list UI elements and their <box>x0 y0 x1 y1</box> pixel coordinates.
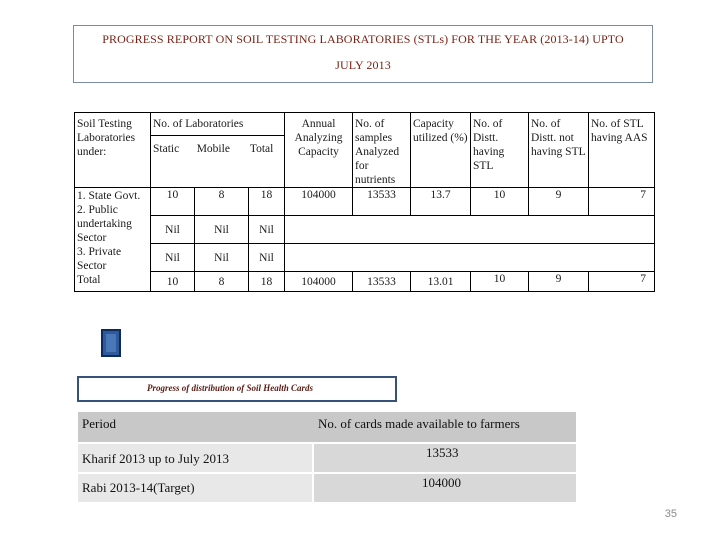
cell-state-distt-having: 10 <box>471 188 529 216</box>
subtitle-box <box>77 376 397 402</box>
cards-value-kharif: 13533 <box>426 445 459 460</box>
cards-row-value <box>314 474 576 502</box>
cards-value-rabi: 104000 <box>422 475 461 490</box>
header-total: Total <box>249 143 274 155</box>
cards-row-period <box>78 474 312 502</box>
header-distt-having: No. of Distt. having STL <box>471 113 529 188</box>
row-label-state: 1. State Govt. <box>77 190 141 202</box>
row-labels-cell <box>75 188 151 292</box>
cell-state-distt-not-having: 9 <box>529 188 589 216</box>
row-label-public: 2. Public undertaking Sector <box>77 204 132 244</box>
cell-state-utilized: 13.7 <box>411 188 471 216</box>
cell-total-capacity: 104000 <box>285 272 353 292</box>
header-labs-group <box>151 113 285 188</box>
cell-state-capacity: 104000 <box>285 188 353 216</box>
cell-private-total: Nil <box>249 244 285 272</box>
cell-state-samples: 13533 <box>353 188 411 216</box>
cell-public-mobile: Nil <box>195 216 249 244</box>
cell-total-mobile: 8 <box>195 272 249 292</box>
cards-period-rabi: Rabi 2013-14(Target) <box>82 480 195 495</box>
blue-square-marker <box>101 329 121 357</box>
cards-row-period <box>78 444 312 472</box>
stl-progress-table <box>74 112 655 292</box>
cards-table-header <box>78 412 576 442</box>
cell-total-utilized: 13.01 <box>411 272 471 292</box>
cell-total-samples: 13533 <box>353 272 411 292</box>
row-label-total: Total <box>77 274 101 286</box>
cell-public-total: Nil <box>249 216 285 244</box>
header-num-labs: No. of Laboratories <box>153 118 244 130</box>
cell-private-static: Nil <box>151 244 195 272</box>
cell-total-stl-aas: 7 <box>589 272 655 292</box>
header-stl-aas: No. of STL having AAS <box>589 113 655 188</box>
header-static: Static <box>153 143 180 155</box>
cell-public-empty <box>353 216 655 244</box>
row-label-private: 3. Private Sector <box>77 246 122 272</box>
cell-public-capacity <box>285 216 353 244</box>
header-samples: No. of samples Analyzed for nutrients <box>353 113 411 188</box>
cell-private-empty <box>353 244 655 272</box>
header-utilized: Capacity utilized (%) <box>411 113 471 188</box>
cell-state-static: 10 <box>151 188 195 216</box>
cards-period-kharif: Kharif 2013 up to July 2013 <box>82 451 229 466</box>
report-title-box <box>73 25 653 83</box>
header-capacity: Annual Analyzing Capacity <box>285 113 353 188</box>
cell-total-distt-not-having: 9 <box>529 272 589 292</box>
cell-private-mobile: Nil <box>195 244 249 272</box>
header-under: Soil Testing Laboratories under: <box>77 118 136 158</box>
report-title-line1: PROGRESS REPORT ON SOIL TESTING LABORATORIES (STLs) FOR THE YEAR (2013-14) UPTO <box>102 32 624 46</box>
cards-row-value <box>314 444 576 472</box>
cell-state-mobile: 8 <box>195 188 249 216</box>
cell-public-static: Nil <box>151 216 195 244</box>
header-distt-not-having: No. of Distt. not having STL <box>529 113 589 188</box>
cell-total-total: 18 <box>249 272 285 292</box>
subtitle-text: Progress of distribution of Soil Health Cards <box>147 383 314 393</box>
cell-state-stl-aas: 7 <box>589 188 655 216</box>
cards-col-count: No. of cards made available to farmers <box>318 416 520 431</box>
cell-state-total: 18 <box>249 188 285 216</box>
header-mobile: Mobile <box>196 143 230 155</box>
cell-private-capacity <box>285 244 353 272</box>
report-title-line2: JULY 2013 <box>335 58 391 72</box>
cell-total-static: 10 <box>151 272 195 292</box>
cell-total-distt-having: 10 <box>471 272 529 292</box>
cards-col-period: Period <box>82 416 116 431</box>
page-number: 35 <box>664 508 677 520</box>
